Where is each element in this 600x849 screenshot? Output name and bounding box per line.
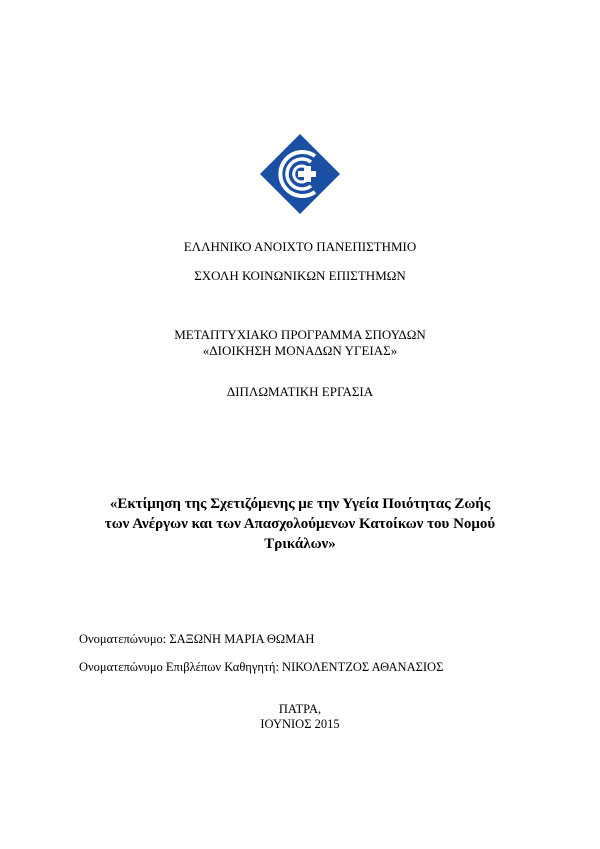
program-line-1: ΜΕΤΑΠΤΥΧΙΑΚΟ ΠΡΟΓΡΑΜΜΑ ΣΠΟΥΔΩΝ — [174, 327, 426, 342]
thesis-title-line-2: των Ανέργων και των Απασχολούμενων Κατοίκων του Νομού — [104, 516, 496, 532]
university-name: ΕΛΛΗΝΙΚΟ ΑΝΟΙΧΤΟ ΠΑΝΕΠΙΣΤΗΜΙΟ — [183, 239, 417, 254]
school-name: ΣΧΟΛΗ ΚΟΙΝΩΝΙΚΩΝ ΕΠΙΣΤΗΜΩΝ — [194, 268, 406, 283]
university-logo-icon — [260, 134, 340, 214]
author-line: Ονοματεπώνυμο: ΣΑΞΩΝΗ ΜΑΡΙΑ ΘΩΜΑΗ — [79, 632, 315, 646]
date: ΙΟΥΝΙΟΣ 2015 — [260, 717, 340, 731]
document-type: ΔΙΠΛΩΜΑΤΙΚΗ ΕΡΓΑΣΙΑ — [226, 384, 374, 399]
supervisor-line: Ονοματεπώνυμο Επιβλέπων Καθηγητή: ΝΙΚΟΛΕΝΤΖΟΣ ΑΘΑΝΑΣΙΟΣ — [79, 660, 444, 674]
university-logo — [260, 134, 340, 214]
thesis-title — [60, 494, 540, 554]
thesis-title-line-1: «Εκτίμηση της Σχετιζόμενης με την Υγεία Ποιότητας Ζωής — [109, 496, 491, 512]
place: ΠΑΤΡΑ, — [278, 702, 322, 716]
thesis-title-line-3: Τρικάλων» — [264, 536, 336, 552]
program-line-2: «ΔΙΟΙΚΗΣΗ ΜΟΝΑΔΩΝ ΥΓΕΙΑΣ» — [202, 343, 398, 358]
